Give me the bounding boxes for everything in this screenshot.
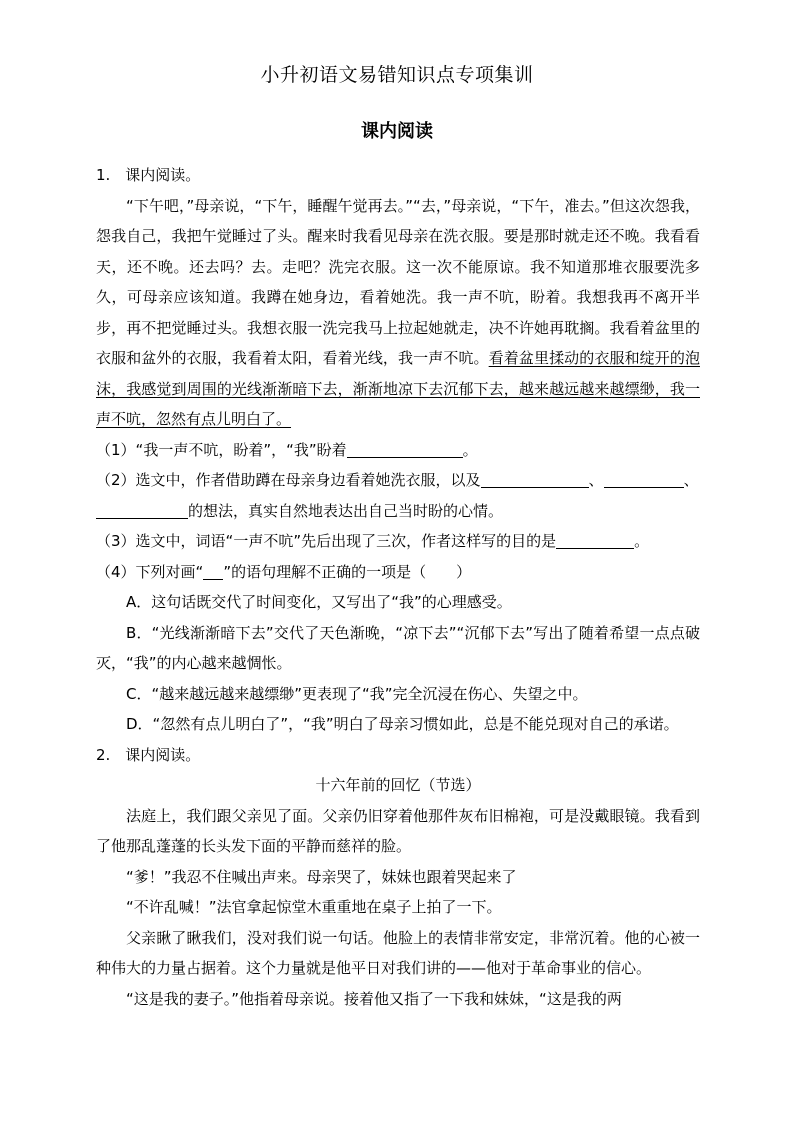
sub-question-3-text: （3）选文中，词语“一声不吭”先后出现了三次，作者这样写的目的是 [96, 532, 557, 550]
sub-question-1 [96, 435, 700, 466]
sub-question-4-text: （4）下列对画“ [96, 562, 204, 581]
passage-paragraph: 法庭上，我们跟父亲见了面。父亲仍旧穿着他那件灰布旧棉袍，可是没戴眼镜。我看到了他那乱蓬蓬的长头发下面的平静而慈祥的脸。 [96, 806, 700, 855]
sub-question-3-end: 。 [634, 532, 650, 550]
answer-blank[interactable] [96, 500, 188, 519]
underlined-sentence: 看着盆里揉动的衣服和绽开的泡沫，我感觉到周围的光线渐渐暗下去，渐渐地凉下去沉郁下去，越来越远越来越缥缈，我一声不吭，忽然有点儿明白了。 [96, 349, 700, 428]
answer-blank[interactable] [481, 469, 589, 488]
answer-blank[interactable] [347, 439, 463, 458]
sub-question-1-end: 。 [462, 440, 478, 459]
sub-question-2 [96, 465, 700, 526]
separator: 、 [588, 471, 604, 489]
passage-title: 十六年前的回忆（节选） [315, 776, 481, 794]
underline-mark [203, 561, 223, 580]
sub-question-2-end: 的想法，真实自然地表达出自己当时盼的心情。 [188, 501, 504, 520]
option-c[interactable]: C．“越来越远越来越缥缈”更表现了“我”完全沉浸在伤心、失望之中。 [126, 684, 588, 703]
passage-paragraph: 父亲瞅了瞅我们，没对我们说一句话。他脸上的表情非常安定，非常沉着。他的心被一种伟大的力量占据着。这个力量就是他平日对我们讲的——他对于革命事业的信心。 [96, 928, 700, 977]
question-1-passage [96, 191, 700, 435]
question-1-label: 1. 课内阅读。 [96, 166, 201, 184]
sub-question-2-text: （2）选文中，作者借助蹲在母亲身边看着她洗衣服，以及 [96, 471, 481, 489]
separator: 、 [683, 471, 699, 489]
document-body [96, 160, 700, 1014]
answer-blank[interactable] [604, 469, 684, 488]
sub-question-4 [96, 557, 700, 588]
option-b[interactable]: B．“光线渐渐暗下去”交代了天色渐晚，“凉下去”“沉郁下去”写出了随着希望一点点破灭，“我”的内心越来越惆怅。 [96, 623, 700, 672]
sub-question-4-end: ”的语句理解不正确的一项是（ ） [223, 562, 472, 581]
document-title: 小升初语文易错知识点专项集训 [260, 64, 534, 86]
question-2-label: 2. 课内阅读。 [96, 745, 201, 764]
answer-blank[interactable] [556, 530, 634, 549]
section-heading: 课内阅读 [361, 121, 433, 142]
option-a[interactable]: A．这句话既交代了时间变化，又写出了“我”的心理感受。 [126, 593, 512, 611]
passage-paragraph: “不许乱喊！”法官拿起惊堂木重重地在桌子上拍了一下。 [126, 898, 502, 916]
passage-paragraph: “这是我的妻子。”他指着母亲说。接着他又指了一下我和妹妹，“这是我的两 [126, 989, 622, 1008]
sub-question-3 [96, 526, 700, 557]
passage-paragraph: “爹！”我忍不住喊出声来。母亲哭了，妹妹也跟着哭起来了 [126, 867, 517, 886]
passage-text: “下午吧，”母亲说，“下午，睡醒午觉再去。”“去，”母亲说，“下午，准去。”但这次怨我，怨我自己，我把午觉睡过了头。醒来时我看见母亲在洗衣服。要是那时就走还不晚。我看看天，还不晚。还去吗？去。走吧？洗完衣服。这一次不能原谅。我不知道那堆衣服要洗多久，可母亲应该知道。我蹲在她身边，看着她洗。我一声不吭，盼着。我想我再不离开半步，再不把觉睡过头。我想衣服一洗完我马上拉起她就走，决不许她再耽搁。我看着盆里的衣服和盆外的衣服，我看着太阳，看着光线，我一声不吭。 [96, 196, 700, 367]
option-d[interactable]: D．“忽然有点儿明白了”，“我”明白了母亲习惯如此，总是不能兑现对自己的承诺。 [126, 715, 679, 733]
sub-question-1-text: （1）“我一声不吭，盼着”，“我”盼着 [96, 440, 347, 459]
